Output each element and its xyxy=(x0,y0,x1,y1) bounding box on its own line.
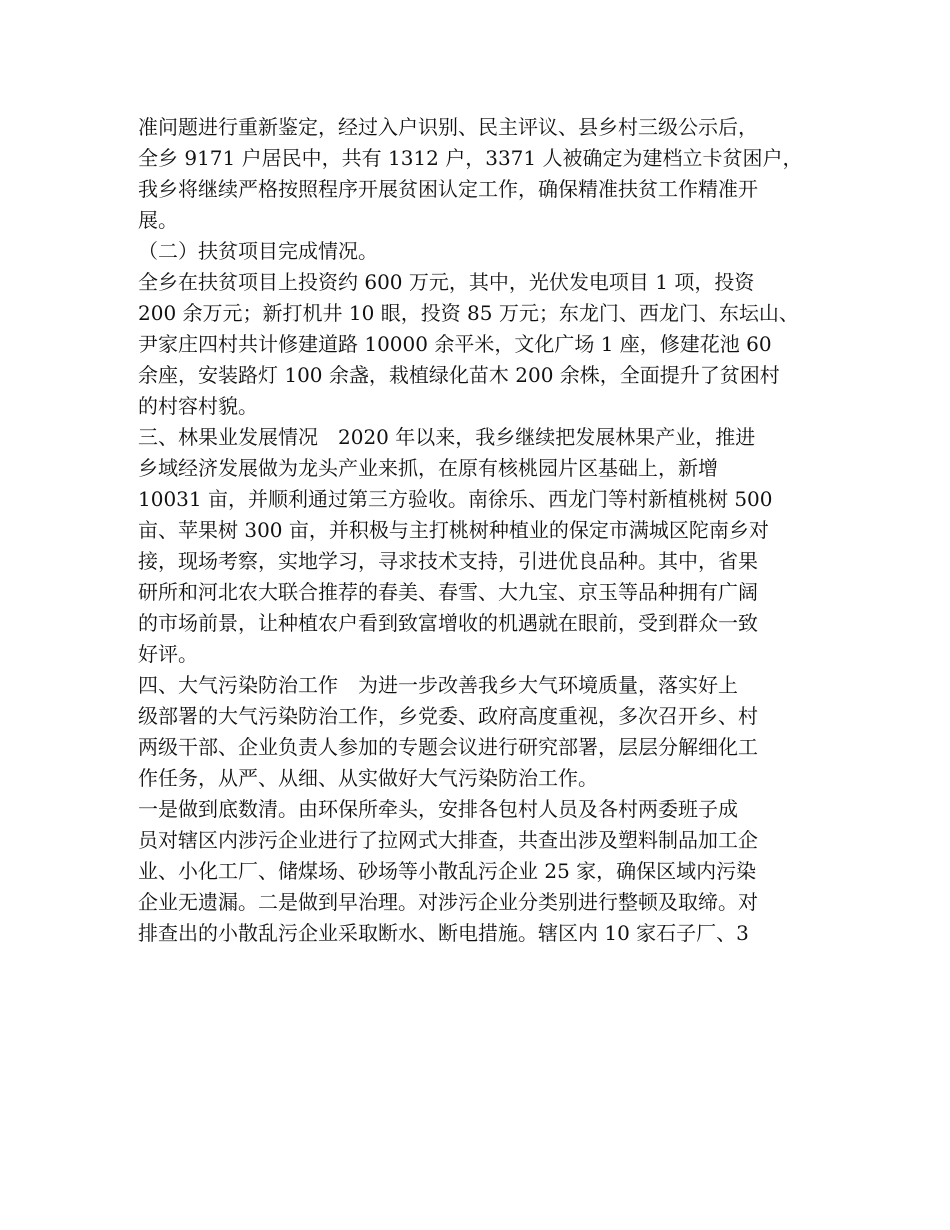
text-line: 研所和河北农大联合推荐的春美、春雪、大九宝、京玉等品种拥有广阔 xyxy=(138,580,758,604)
text-line: 一是做到底数清。由环保所牵头，安排各包村人员及各村两委班子成 xyxy=(138,797,738,821)
text-line: 排查出的小散乱污企业采取断水、断电措施。辖区内 10 家石子厂、3 xyxy=(138,921,749,945)
text-line: 准问题进行重新鉴定，经过入户识别、民主评议、县乡村三级公示后， xyxy=(138,115,758,139)
text-line: 好评。 xyxy=(138,642,198,666)
text-line: 员对辖区内涉污企业进行了拉网式大排查，共查出涉及塑料制品加工企 xyxy=(138,828,758,852)
text-line: 展。 xyxy=(138,208,178,232)
text-line: 两级干部、企业负责人参加的专题会议进行研究部署，层层分解细化工 xyxy=(138,735,758,759)
text-line: 亩、苹果树 300 亩，并积极与主打桃树种植业的保定市满城区陀南乡对 xyxy=(138,518,769,542)
text-line: 三、林果业发展情况 2020 年以来，我乡继续把发展林果产业，推进 xyxy=(138,425,756,449)
text-line: 业、小化工厂、储煤场、砂场等小散乱污企业 25 家，确保区域内污染 xyxy=(138,859,757,883)
document-body xyxy=(138,112,818,949)
section-heading: （二）扶贫项目完成情况。 xyxy=(138,239,378,263)
text-line: 尹家庄四村共计修建道路 10000 余平米，文化广场 1 座，修建花池 60 xyxy=(138,332,772,356)
text-line: 四、大气污染防治工作 为进一步改善我乡大气环境质量，落实好上 xyxy=(138,673,738,697)
text-line: 的市场前景，让种植农户看到致富增收的机遇就在眼前，受到群众一致 xyxy=(138,611,758,635)
text-line: 10031 亩，并顺利通过第三方验收。南徐乐、西龙门等村新植桃树 500 xyxy=(138,487,773,511)
text-line: 企业无遗漏。二是做到早治理。对涉污企业分类别进行整顿及取缔。对 xyxy=(138,890,758,914)
text-line: 作任务，从严、从细、从实做好大气污染防治工作。 xyxy=(138,766,598,790)
text-line: 的村容村貌。 xyxy=(138,394,258,418)
text-line: 全乡 9171 户居民中，共有 1312 户，3371 人被确定为建档立卡贫困户， xyxy=(138,146,803,170)
text-line: 级部署的大气污染防治工作，乡党委、政府高度重视，多次召开乡、村 xyxy=(138,704,758,728)
text-line: 200 余万元；新打机井 10 眼，投资 85 万元；东龙门、西龙门、东坛山、 xyxy=(138,301,799,325)
text-line: 余座，安装路灯 100 余盏，栽植绿化苗木 200 余株，全面提升了贫困村 xyxy=(138,363,780,387)
text-line: 我乡将继续严格按照程序开展贫困认定工作，确保精准扶贫工作精准开 xyxy=(138,177,758,201)
text-line: 全乡在扶贫项目上投资约 600 万元，其中，光伏发电项目 1 项，投资 xyxy=(138,270,755,294)
text-line: 乡域经济发展做为龙头产业来抓，在原有核桃园片区基础上，新增 xyxy=(138,456,718,480)
text-line: 接，现场考察，实地学习，寻求技术支持，引进优良品种。其中，省果 xyxy=(138,549,758,573)
